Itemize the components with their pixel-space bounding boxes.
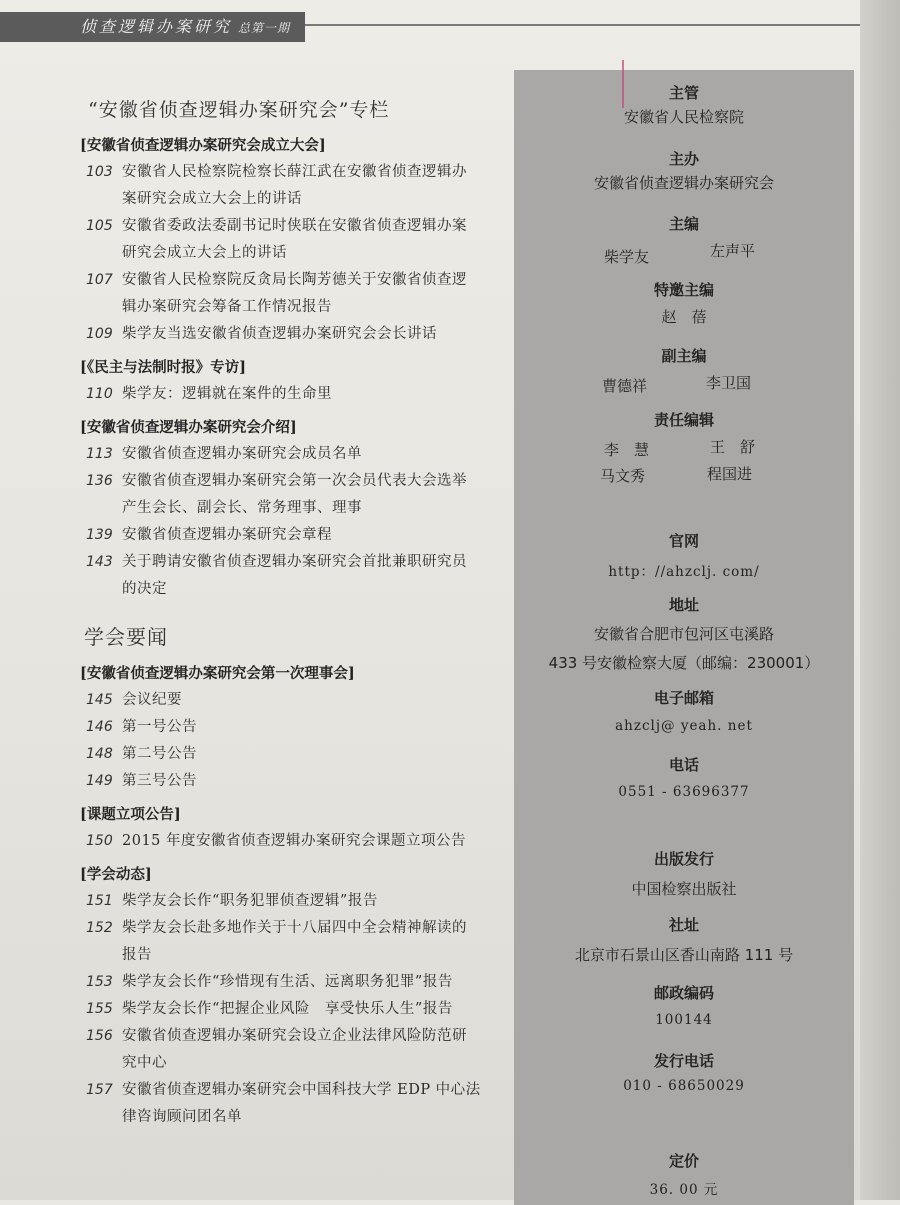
toc-entry-line (80, 213, 520, 240)
toc-entry-line (80, 159, 520, 186)
responsible-editor-name: 李 慧 (604, 441, 650, 459)
toc-page-number (80, 294, 122, 321)
toc-page-number: 139 (86, 527, 113, 543)
office-address-label: 社址 (668, 916, 699, 934)
masthead-panel (514, 70, 854, 1205)
email-label: 电子邮箱 (653, 689, 714, 707)
responsible-editor-label: 责任编辑 (653, 411, 714, 429)
toc-entry-line (80, 1104, 520, 1131)
toc-entry-text: 安徽省人民检察院检察长薛江武在安徽省侦查逻辑办 (122, 164, 467, 180)
deputy-editor-label: 副主编 (661, 347, 707, 365)
distribution-phone-label: 发行电话 (653, 1052, 714, 1070)
guest-editor: 赵 蓓 (661, 308, 707, 326)
office-address: 北京市石景山区香山南路 111 号 (574, 946, 794, 964)
price-label: 定价 (668, 1152, 699, 1170)
price: 36. 00 元 (649, 1182, 719, 1198)
toc-page-number (80, 1104, 122, 1131)
toc-page-number: 136 (86, 473, 113, 489)
toc-entry-line (80, 714, 520, 741)
toc-page-number: 109 (86, 326, 113, 342)
toc-entry-line (80, 549, 520, 576)
phone-label: 电话 (668, 756, 699, 774)
issue-number: 总第一期 (238, 21, 291, 35)
toc-entry-text: 第二号公告 (122, 746, 197, 762)
website-label: 官网 (668, 532, 699, 550)
toc-entry-text: 2015 年度安徽省侦查逻辑办案研究会课题立项公告 (122, 833, 467, 849)
toc-entry-text: 研究会成立大会上的讲话 (122, 245, 287, 261)
toc-entry-text: 报告 (122, 947, 152, 963)
header-rule (305, 24, 865, 26)
toc-entry-text: 律咨询顾问团名单 (122, 1109, 242, 1125)
toc-entry-line (80, 381, 520, 408)
toc-group-title: [安徽省侦查逻辑办案研究会第一次理事会] (80, 665, 355, 682)
toc-page-number: 103 (86, 164, 113, 180)
toc-page-number: 149 (86, 773, 113, 789)
toc-entry-text: 究中心 (122, 1055, 167, 1071)
toc-page-number: 146 (86, 719, 113, 735)
toc-entry-text: 安徽省侦查逻辑办案研究会成员名单 (122, 446, 362, 462)
toc-entry-line (80, 1077, 520, 1104)
toc-page-number (80, 576, 122, 603)
toc-entry-line (80, 240, 520, 267)
toc-entry-text: 关于聘请安徽省侦查逻辑办案研究会首批兼职研究员 (122, 554, 467, 570)
toc-entry-text: 柴学友会长赴多地作关于十八届四中全会精神解读的 (122, 920, 467, 936)
toc-group-title: [安徽省侦查逻辑办案研究会介绍] (80, 419, 297, 436)
toc-page-number: 155 (86, 1001, 113, 1017)
column-title: “安徽省侦查逻辑办案研究会”专栏 (88, 99, 390, 121)
toc-entry-line (80, 321, 520, 348)
toc-page-number: 110 (86, 386, 113, 402)
toc-entry-line (80, 267, 520, 294)
toc-entry-line (80, 1050, 520, 1077)
toc-page-number (80, 942, 122, 969)
toc-entry-line (80, 768, 520, 795)
toc-page-number: 145 (86, 692, 113, 708)
deputy-editor-name: 李卫国 (706, 374, 752, 392)
toc-entry-line (80, 441, 520, 468)
responsible-editor-name: 王 舒 (710, 438, 756, 456)
address-line: 433 号安徽检察大厦（邮编：230001） (548, 654, 820, 672)
toc-page-number: 107 (86, 272, 113, 288)
toc-page-number (80, 240, 122, 267)
organizer: 安徽省侦查逻辑办案研究会 (593, 174, 774, 192)
toc-page-number (80, 1050, 122, 1077)
distribution-phone: 010 - 68650029 (623, 1078, 745, 1094)
toc-entry-text: 柴学友当选安徽省侦查逻辑办案研究会会长讲话 (122, 326, 437, 342)
news-section-title: 学会要闻 (84, 625, 168, 649)
website-url: http：//ahzclj. com/ (608, 564, 760, 580)
editor-label: 主编 (668, 215, 699, 233)
toc-group-title: [课题立项公告] (80, 806, 181, 823)
toc-entry-line (80, 468, 520, 495)
toc-page-number: 150 (86, 833, 113, 849)
toc-page-number (80, 186, 122, 213)
toc-entry-line (80, 294, 520, 321)
toc-group-title: [学会动态] (80, 866, 152, 883)
toc-entry-text: 第一号公告 (122, 719, 197, 735)
toc-entry-text: 安徽省侦查逻辑办案研究会中国科技大学 EDP 中心法 (122, 1082, 481, 1098)
toc-page-number: 105 (86, 218, 113, 234)
toc-entry-line (80, 576, 520, 603)
toc-page-number: 151 (86, 893, 113, 909)
editor-name: 柴学友 (604, 248, 650, 266)
toc-page-number: 153 (86, 974, 113, 990)
organizer-label: 主办 (668, 150, 699, 168)
address-line: 安徽省合肥市包河区屯溪路 (593, 625, 774, 643)
toc-entry-text: 的决定 (122, 581, 167, 597)
email-address: ahzclj@ yeah. net (615, 718, 753, 734)
toc-entry-text: 会议纪要 (122, 692, 182, 708)
toc-entry-text: 第三号公告 (122, 773, 197, 789)
toc-entry-text: 辑办案研究会筹备工作情况报告 (122, 299, 332, 315)
toc-entry-line (80, 828, 520, 855)
deputy-editor-name: 曹德祥 (602, 377, 648, 395)
toc-entry-line (80, 915, 520, 942)
toc-entry-text: 安徽省侦查逻辑办案研究会第一次会员代表大会选举 (122, 473, 467, 489)
toc-page-number: 156 (86, 1028, 113, 1044)
toc-page-number: 152 (86, 920, 113, 936)
toc-page-number: 148 (86, 746, 113, 762)
toc-entry-line (80, 1023, 520, 1050)
toc-entry-line (80, 687, 520, 714)
responsible-editor-name: 程国进 (707, 465, 753, 483)
running-header (0, 12, 305, 42)
publisher-label: 出版发行 (653, 850, 714, 868)
toc-entry-line (80, 996, 520, 1023)
sponsor: 安徽省人民检察院 (623, 108, 744, 126)
toc-entry-text: 柴学友：逻辑就在案件的生命里 (122, 386, 332, 402)
toc-page-number: 157 (86, 1082, 113, 1098)
toc-entry-line (80, 741, 520, 768)
phone-number: 0551 - 63696377 (618, 784, 750, 800)
toc-entry-text: 柴学友会长作“珍惜现有生活、远离职务犯罪”报告 (122, 974, 453, 990)
toc-group-title: [《民主与法制时报》专访] (80, 359, 246, 376)
editor-name: 左声平 (710, 242, 756, 260)
publisher: 中国检察出版社 (631, 880, 737, 898)
toc-entry-text: 安徽省侦查逻辑办案研究会设立企业法律风险防范研 (122, 1028, 467, 1044)
toc-entry-text: 安徽省委政法委副书记时侠联在安徽省侦查逻辑办案 (122, 218, 467, 234)
table-of-contents (80, 95, 520, 1131)
toc-entry-text: 柴学友会长作“职务犯罪侦查逻辑”报告 (122, 893, 378, 909)
toc-entry-line (80, 186, 520, 213)
sponsor-label: 主管 (668, 84, 699, 102)
toc-entry-line (80, 969, 520, 996)
toc-entry-line (80, 495, 520, 522)
responsible-editor-name: 马文秀 (600, 467, 646, 485)
postcode: 100144 (655, 1012, 713, 1028)
toc-entry-line (80, 942, 520, 969)
pink-marker-stroke (622, 60, 624, 108)
journal-title: 侦查逻辑办案研究 (80, 17, 233, 36)
toc-entry-line (80, 522, 520, 549)
guest-editor-label: 特邀主编 (653, 281, 714, 299)
toc-page-number: 143 (86, 554, 113, 570)
page-edge-shadow (860, 0, 900, 1200)
toc-entry-text: 柴学友会长作“把握企业风险 享受快乐人生”报告 (122, 1001, 453, 1017)
toc-entry-line (80, 888, 520, 915)
postcode-label: 邮政编码 (653, 984, 714, 1002)
toc-entry-text: 案研究会成立大会上的讲话 (122, 191, 302, 207)
toc-entry-text: 安徽省人民检察院反贪局长陶芳德关于安徽省侦查逻 (122, 272, 467, 288)
toc-page-number: 113 (86, 446, 113, 462)
toc-page-number (80, 495, 122, 522)
toc-entry-text: 产生会长、副会长、常务理事、理事 (122, 500, 362, 516)
toc-entry-text: 安徽省侦查逻辑办案研究会章程 (122, 527, 332, 543)
toc-group-title: [安徽省侦查逻辑办案研究会成立大会] (80, 137, 326, 154)
address-label: 地址 (668, 596, 699, 614)
